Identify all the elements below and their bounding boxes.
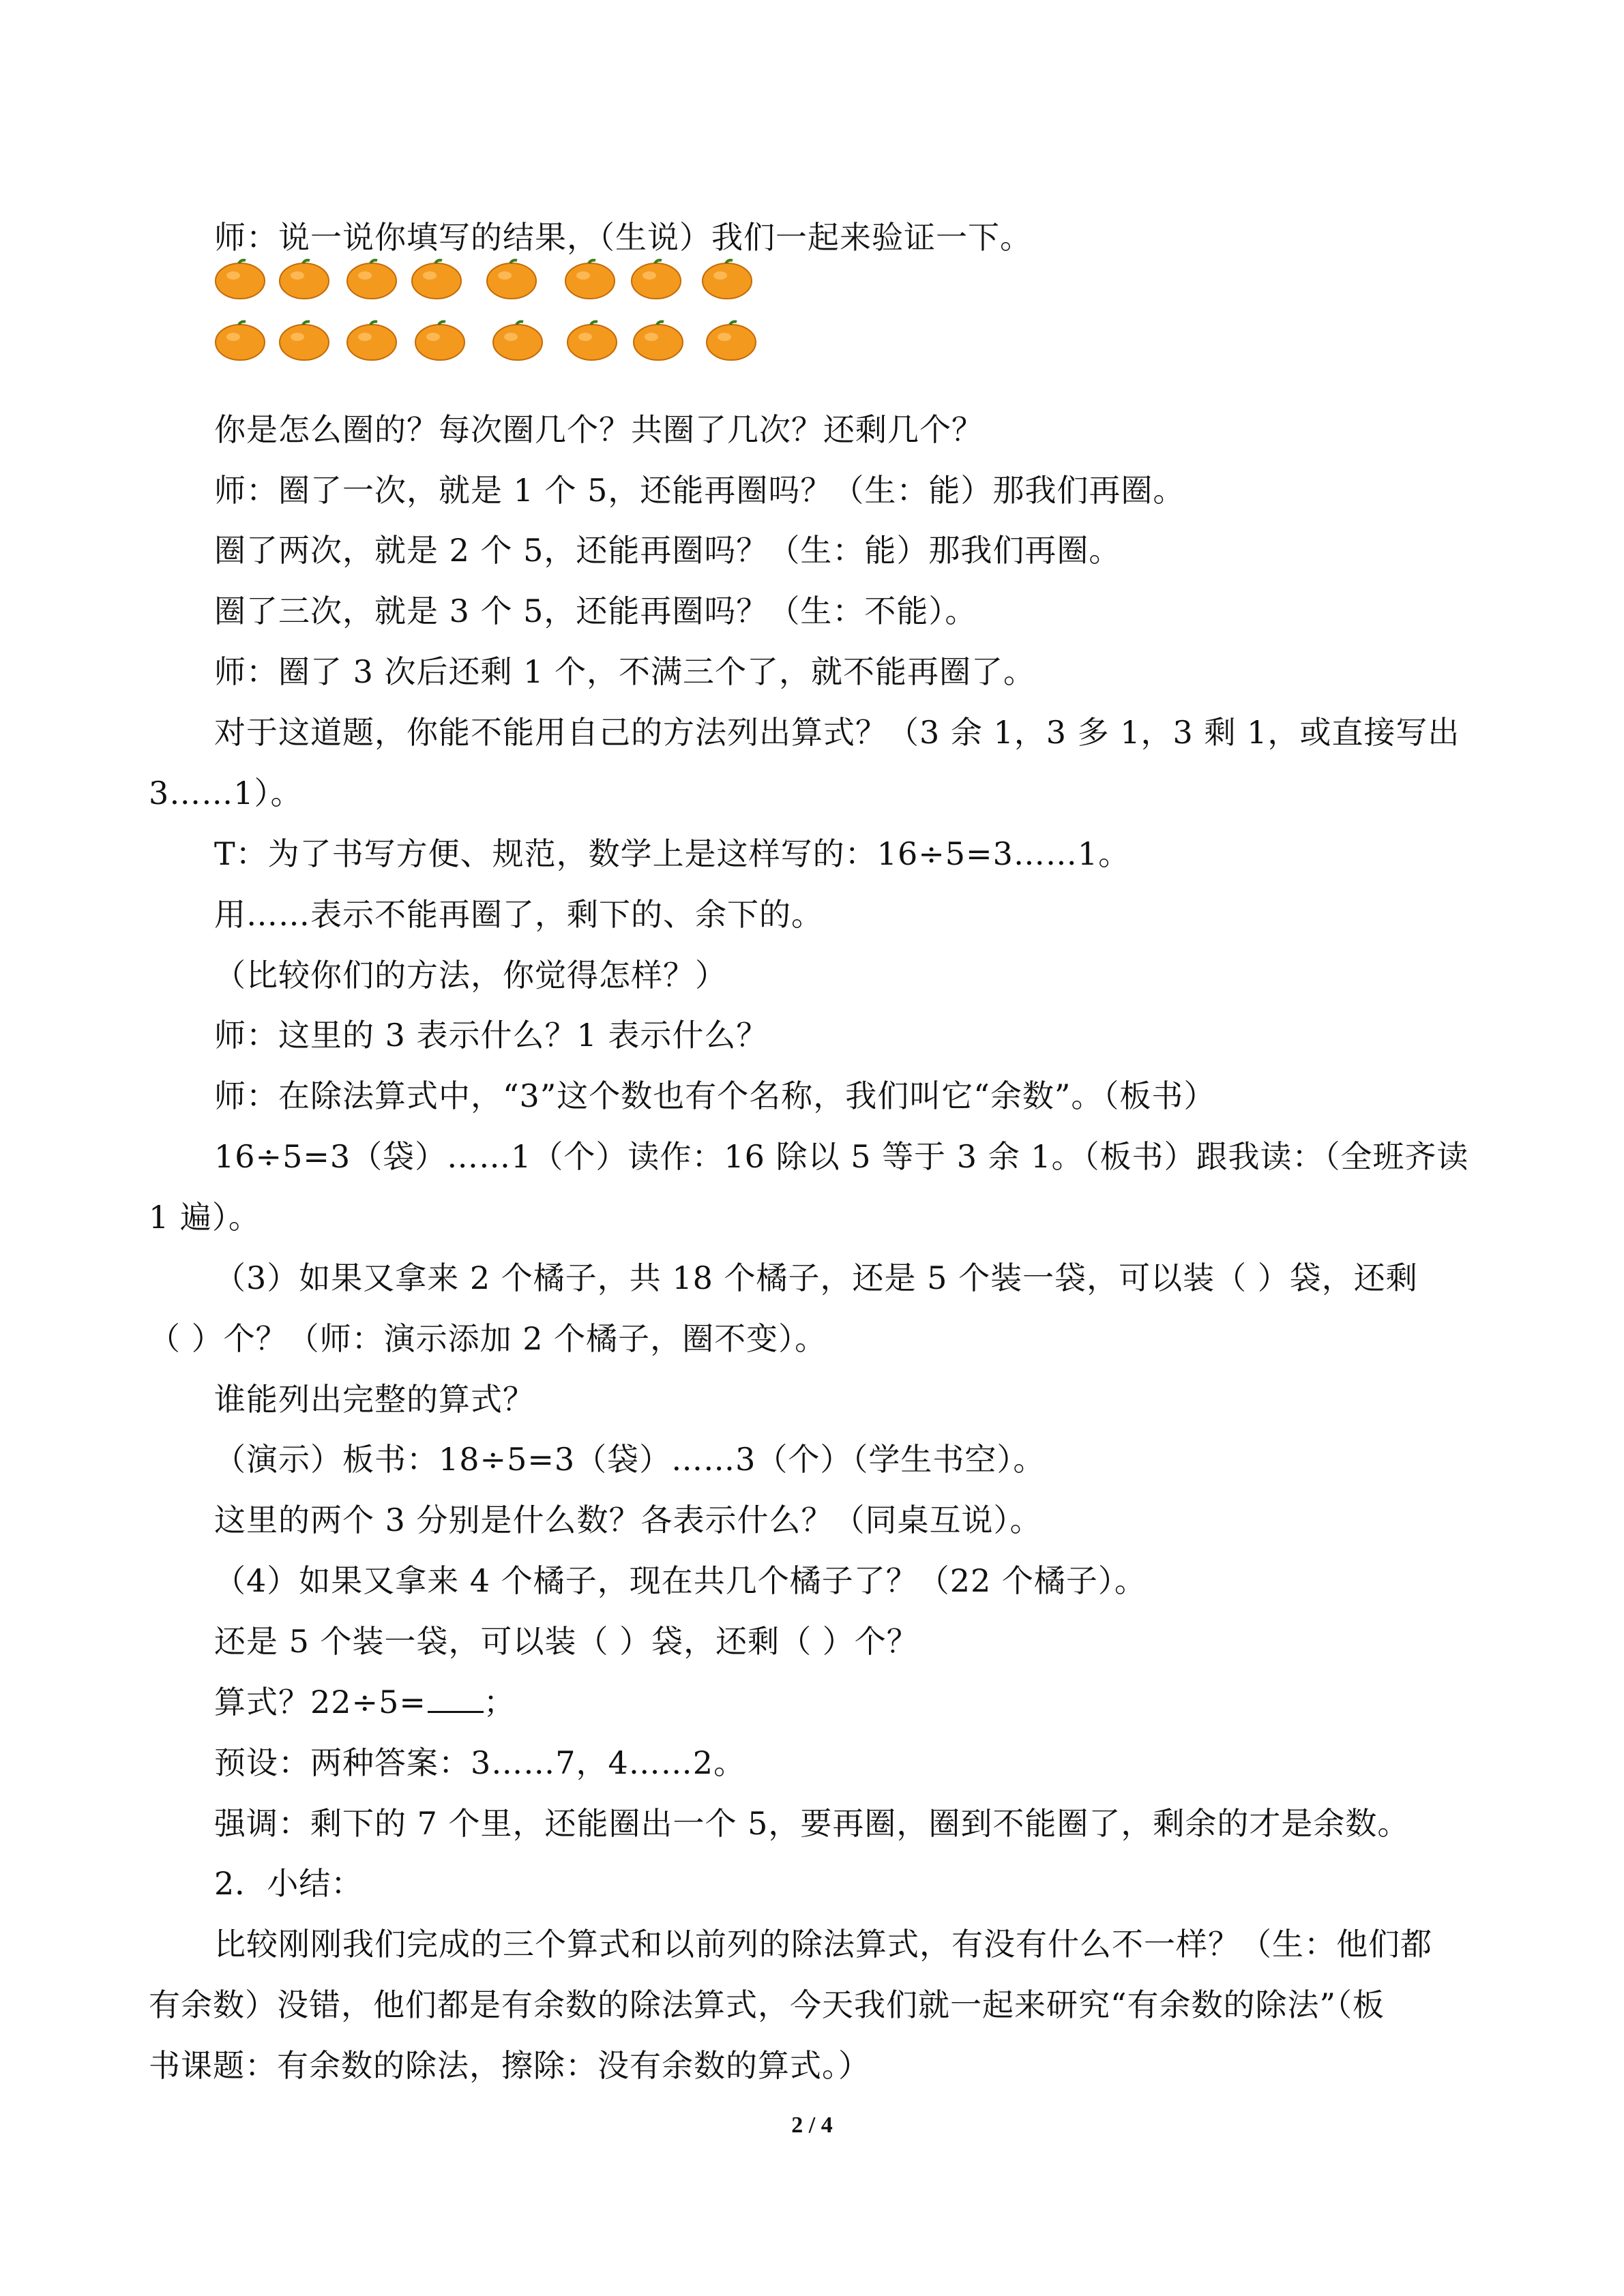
- orange-icon: [411, 258, 462, 300]
- orange-icon: [278, 319, 330, 361]
- text-line: 预设：两种答案：3……7，4……2。: [214, 1744, 746, 1781]
- text-line: 1 遍）。: [149, 1199, 261, 1236]
- orange-icon: [214, 258, 266, 300]
- formula-line: [214, 1682, 516, 1723]
- section-heading: 2．小结：: [214, 1865, 364, 1902]
- text-line: 这里的两个 3 分别是什么数？各表示什么？（同桌互说）。: [214, 1502, 1042, 1538]
- text-line: （ ）个？（师：演示添加 2 个橘子，圈不变）。: [149, 1320, 827, 1357]
- text-line: 有余数）没错，他们都是有余数的除法算式，今天我们就一起来研究“有余数的除法”（板: [149, 1986, 1385, 2023]
- orange-icon: [630, 258, 682, 300]
- text-line: （4）如果又拿来 4 个橘子，现在共几个橘子了？（22 个橘子）。: [214, 1562, 1147, 1599]
- orange-icon: [214, 319, 266, 361]
- text-line: 师：在除法算式中，“3”这个数也有个名称，我们叫它“余数”。（板书）: [214, 1077, 1216, 1114]
- page-number: 2 / 4: [791, 2113, 833, 2138]
- text-line: 3……1）。: [149, 775, 303, 811]
- text-line: 圈了三次，就是 3 个 5，还能再圈吗？（生：不能）。: [214, 593, 977, 629]
- text-line: 强调：剩下的 7 个里，还能圈出一个 5，要再圈，圈到不能圈了，剩余的才是余数。: [214, 1805, 1410, 1842]
- text-line: 对于这道题，你能不能用自己的方法列出算式？（3 余 1，3 多 1，3 剩 1，或直接写出: [214, 714, 1460, 751]
- orange-icon: [278, 258, 330, 300]
- orange-icon: [414, 319, 466, 361]
- text-line: 用……表示不能再圈了，剩下的、余下的。: [214, 896, 823, 933]
- text-line: 书课题：有余数的除法，擦除：没有余数的算式。）: [149, 2047, 870, 2084]
- answer-blank: [428, 1684, 484, 1713]
- text-line: （3）如果又拿来 2 个橘子，共 18 个橘子，还是 5 个装一袋，可以装（ ）袋，还剩: [214, 1259, 1418, 1296]
- text-line: 师：圈了 3 次后还剩 1 个，不满三个了，就不能再圈了。: [214, 653, 1036, 690]
- text-line: 比较刚刚我们完成的三个算式和以前列的除法算式，有没有什么不一样？（生：他们都: [214, 1926, 1432, 1963]
- text-line: 16÷5=3（袋）……1（个）读作：16 除以 5 等于 3 余 1。（板书）跟我读：（全班齐读: [214, 1138, 1469, 1175]
- text-line: 你是怎么圈的？每次圈几个？共圈了几次？还剩几个？: [214, 411, 984, 448]
- text-line: 圈了两次，就是 2 个 5，还能再圈吗？（生：能）那我们再圈。: [214, 532, 1121, 569]
- orange-icon: [492, 319, 544, 361]
- text-line: 师：说一说你填写的结果，（生说）我们一起来验证一下。: [214, 219, 1032, 256]
- orange-icon: [632, 319, 684, 361]
- orange-icon: [346, 258, 398, 300]
- orange-icon: [701, 258, 753, 300]
- text-line: 还是 5 个装一袋，可以装（ ）袋，还剩（ ）个？: [214, 1623, 919, 1660]
- text-line: 谁能列出完整的算式？: [214, 1381, 535, 1418]
- formula-punct: ；: [483, 1684, 516, 1720]
- text-line: 师：圈了一次，就是 1 个 5，还能再圈吗？（生：能）那我们再圈。: [214, 472, 1185, 509]
- orange-icon: [705, 319, 757, 361]
- orange-icon: [486, 258, 537, 300]
- orange-icon: [566, 319, 618, 361]
- text-line: （比较你们的方法，你觉得怎样？）: [214, 957, 727, 994]
- orange-icon: [346, 319, 398, 361]
- text-line: T：为了书写方便、规范，数学上是这样写的：16÷5=3……1。: [214, 835, 1131, 872]
- orange-icon: [564, 258, 616, 300]
- text-line: 师：这里的 3 表示什么？1 表示什么？: [214, 1017, 769, 1054]
- formula-text: 算式？22÷5=: [214, 1684, 426, 1720]
- text-line: （演示）板书：18÷5=3（袋）……3（个）（学生书空）。: [214, 1441, 1046, 1478]
